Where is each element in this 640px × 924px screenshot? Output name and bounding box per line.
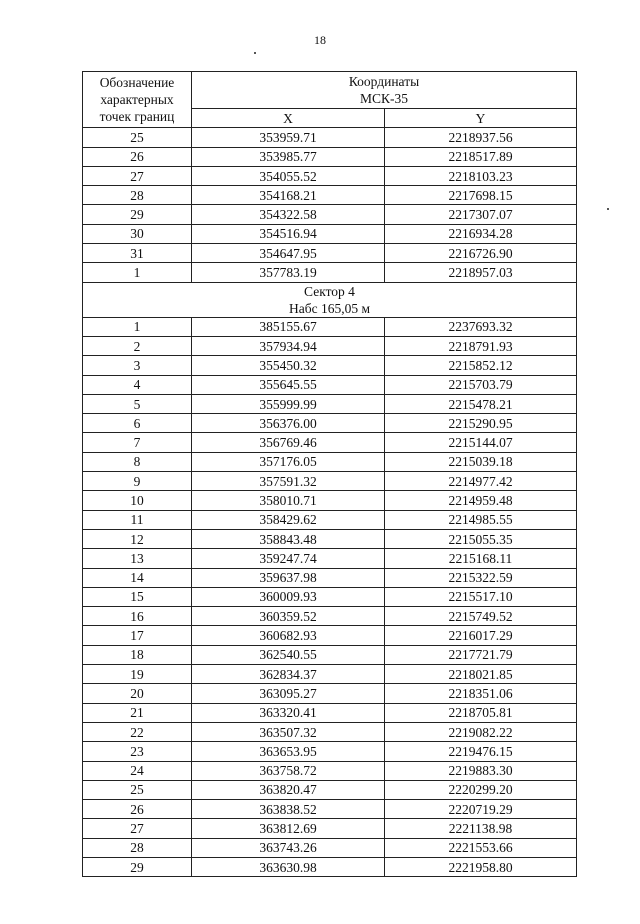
y-coordinate-cell: 2216726.90	[385, 244, 577, 263]
x-coordinate-cell: 363812.69	[192, 819, 385, 838]
point-number-cell: 24	[83, 761, 192, 780]
point-header-line: точек границ	[99, 109, 175, 125]
table-row	[83, 800, 577, 819]
x-column-header: X	[192, 109, 385, 128]
point-number-cell: 26	[83, 147, 192, 166]
y-coordinate-cell: 2216017.29	[385, 626, 577, 645]
point-header-line: характерных	[100, 92, 174, 108]
table-row	[83, 626, 577, 645]
point-number-cell: 19	[83, 665, 192, 684]
x-coordinate-cell: 355999.99	[192, 394, 385, 413]
table-row	[83, 244, 577, 263]
y-coordinate-cell: 2217698.15	[385, 186, 577, 205]
y-coordinate-cell: 2217307.07	[385, 205, 577, 224]
x-coordinate-cell: 355450.32	[192, 356, 385, 375]
x-coordinate-cell: 363320.41	[192, 703, 385, 722]
point-number-cell: 7	[83, 433, 192, 452]
y-coordinate-cell: 2215703.79	[385, 375, 577, 394]
y-coordinate-cell: 2215144.07	[385, 433, 577, 452]
x-coordinate-cell: 363653.95	[192, 742, 385, 761]
table-row	[83, 186, 577, 205]
y-coordinate-cell: 2215168.11	[385, 549, 577, 568]
y-coordinate-cell: 2214977.42	[385, 472, 577, 491]
scan-speck	[254, 52, 256, 54]
point-column-header	[83, 72, 192, 128]
point-number-cell: 27	[83, 819, 192, 838]
y-column-header: Y	[385, 109, 577, 128]
point-number-cell: 6	[83, 414, 192, 433]
x-coordinate-cell: 356769.46	[192, 433, 385, 452]
x-coordinate-cell: 360682.93	[192, 626, 385, 645]
page-number: 18	[314, 33, 326, 47]
table-row	[83, 665, 577, 684]
point-number-cell: 1	[83, 317, 192, 336]
y-coordinate-cell: 2214959.48	[385, 491, 577, 510]
table-row	[83, 317, 577, 336]
table-row	[83, 607, 577, 626]
y-coordinate-cell: 2218517.89	[385, 147, 577, 166]
point-number-cell: 2	[83, 336, 192, 355]
table-row	[83, 433, 577, 452]
y-coordinate-cell: 2215322.59	[385, 568, 577, 587]
x-coordinate-cell: 358010.71	[192, 491, 385, 510]
point-number-cell: 15	[83, 587, 192, 606]
point-number-cell: 10	[83, 491, 192, 510]
table-row	[83, 356, 577, 375]
x-coordinate-cell: 363630.98	[192, 857, 385, 876]
table-row	[83, 510, 577, 529]
y-coordinate-cell: 2215517.10	[385, 587, 577, 606]
point-number-cell: 18	[83, 645, 192, 664]
coordinates-table	[82, 71, 577, 877]
y-coordinate-cell: 2220719.29	[385, 800, 577, 819]
table-row	[83, 166, 577, 185]
table-row	[83, 336, 577, 355]
point-number-cell: 11	[83, 510, 192, 529]
y-coordinate-cell: 2218351.06	[385, 684, 577, 703]
y-coordinate-cell: 2214985.55	[385, 510, 577, 529]
point-number-cell: 25	[83, 128, 192, 147]
table-row	[83, 263, 577, 282]
y-coordinate-cell: 2218791.93	[385, 336, 577, 355]
table-row	[83, 684, 577, 703]
y-coordinate-cell: 2219476.15	[385, 742, 577, 761]
x-coordinate-cell: 358429.62	[192, 510, 385, 529]
y-coordinate-cell: 2215055.35	[385, 529, 577, 548]
table-row	[83, 722, 577, 741]
x-coordinate-cell: 354168.21	[192, 186, 385, 205]
table-row	[83, 819, 577, 838]
x-coordinate-cell: 360009.93	[192, 587, 385, 606]
table-row	[83, 703, 577, 722]
y-coordinate-cell: 2218021.85	[385, 665, 577, 684]
coordinates-title: Координаты	[348, 74, 420, 89]
x-coordinate-cell: 357591.32	[192, 472, 385, 491]
point-number-cell: 28	[83, 186, 192, 205]
y-coordinate-cell: 2219082.22	[385, 722, 577, 741]
x-coordinate-cell: 385155.67	[192, 317, 385, 336]
point-number-cell: 14	[83, 568, 192, 587]
x-coordinate-cell: 362540.55	[192, 645, 385, 664]
table-row	[83, 452, 577, 471]
x-coordinate-cell: 363758.72	[192, 761, 385, 780]
point-number-cell: 9	[83, 472, 192, 491]
table-row	[83, 205, 577, 224]
point-number-cell: 21	[83, 703, 192, 722]
point-number-cell: 1	[83, 263, 192, 282]
table-row	[83, 491, 577, 510]
coordinates-table-body	[83, 72, 577, 877]
x-coordinate-cell: 360359.52	[192, 607, 385, 626]
y-coordinate-cell: 2221138.98	[385, 819, 577, 838]
sector-height: Набс 165,05 м	[288, 300, 371, 316]
point-number-cell: 12	[83, 529, 192, 548]
x-coordinate-cell: 359247.74	[192, 549, 385, 568]
x-coordinate-cell: 354516.94	[192, 224, 385, 243]
point-number-cell: 29	[83, 857, 192, 876]
x-coordinate-cell: 363820.47	[192, 780, 385, 799]
sector-heading	[83, 282, 577, 317]
y-coordinate-cell: 2218705.81	[385, 703, 577, 722]
point-number-cell: 20	[83, 684, 192, 703]
point-number-cell: 26	[83, 800, 192, 819]
table-row	[83, 147, 577, 166]
y-coordinate-cell: 2221553.66	[385, 838, 577, 857]
point-number-cell: 5	[83, 394, 192, 413]
x-coordinate-cell: 363095.27	[192, 684, 385, 703]
point-number-cell: 16	[83, 607, 192, 626]
table-row	[83, 128, 577, 147]
y-coordinate-cell: 2218937.56	[385, 128, 577, 147]
x-coordinate-cell: 363507.32	[192, 722, 385, 741]
x-coordinate-cell: 357934.94	[192, 336, 385, 355]
table-row	[83, 224, 577, 243]
x-coordinate-cell: 359637.98	[192, 568, 385, 587]
table-row	[83, 472, 577, 491]
y-coordinate-cell: 2215852.12	[385, 356, 577, 375]
table-row	[83, 780, 577, 799]
y-coordinate-cell: 2215749.52	[385, 607, 577, 626]
point-number-cell: 25	[83, 780, 192, 799]
table-header-row	[83, 72, 577, 109]
x-coordinate-cell: 353985.77	[192, 147, 385, 166]
table-row	[83, 761, 577, 780]
table-row	[83, 838, 577, 857]
x-coordinate-cell: 354055.52	[192, 166, 385, 185]
x-coordinate-cell: 354647.95	[192, 244, 385, 263]
y-coordinate-cell: 2221958.80	[385, 857, 577, 876]
point-number-cell: 28	[83, 838, 192, 857]
point-number-cell: 13	[83, 549, 192, 568]
point-number-cell: 30	[83, 224, 192, 243]
y-coordinate-cell: 2215039.18	[385, 452, 577, 471]
y-coordinate-cell: 2218957.03	[385, 263, 577, 282]
y-coordinate-cell: 2237693.32	[385, 317, 577, 336]
table-row	[83, 549, 577, 568]
x-coordinate-cell: 362834.37	[192, 665, 385, 684]
x-coordinate-cell: 355645.55	[192, 375, 385, 394]
point-number-cell: 8	[83, 452, 192, 471]
point-number-cell: 27	[83, 166, 192, 185]
coordinates-header	[192, 72, 577, 109]
table-row	[83, 375, 577, 394]
point-header-line: Обозначение	[99, 75, 175, 91]
x-coordinate-cell: 358843.48	[192, 529, 385, 548]
y-coordinate-cell: 2218103.23	[385, 166, 577, 185]
table-row	[83, 742, 577, 761]
point-number-cell: 22	[83, 722, 192, 741]
x-coordinate-cell: 357783.19	[192, 263, 385, 282]
x-coordinate-cell: 353959.71	[192, 128, 385, 147]
y-coordinate-cell: 2215290.95	[385, 414, 577, 433]
x-coordinate-cell: 357176.05	[192, 452, 385, 471]
point-number-cell: 17	[83, 626, 192, 645]
y-coordinate-cell: 2220299.20	[385, 780, 577, 799]
x-coordinate-cell: 356376.00	[192, 414, 385, 433]
table-row	[83, 857, 577, 876]
table-row	[83, 529, 577, 548]
x-coordinate-cell: 363743.26	[192, 838, 385, 857]
y-coordinate-cell: 2219883.30	[385, 761, 577, 780]
x-coordinate-cell: 363838.52	[192, 800, 385, 819]
sector-title: Сектор 4	[304, 283, 355, 299]
point-number-cell: 3	[83, 356, 192, 375]
x-coordinate-cell: 354322.58	[192, 205, 385, 224]
sector-row	[83, 282, 577, 317]
y-coordinate-cell: 2217721.79	[385, 645, 577, 664]
coordinate-system: МСК-35	[359, 91, 408, 106]
scan-speck	[607, 208, 609, 210]
table-row	[83, 394, 577, 413]
point-number-cell: 29	[83, 205, 192, 224]
table-row	[83, 414, 577, 433]
point-number-cell: 4	[83, 375, 192, 394]
point-number-cell: 23	[83, 742, 192, 761]
table-row	[83, 568, 577, 587]
y-coordinate-cell: 2215478.21	[385, 394, 577, 413]
table-row	[83, 645, 577, 664]
table-row	[83, 587, 577, 606]
y-coordinate-cell: 2216934.28	[385, 224, 577, 243]
point-number-cell: 31	[83, 244, 192, 263]
